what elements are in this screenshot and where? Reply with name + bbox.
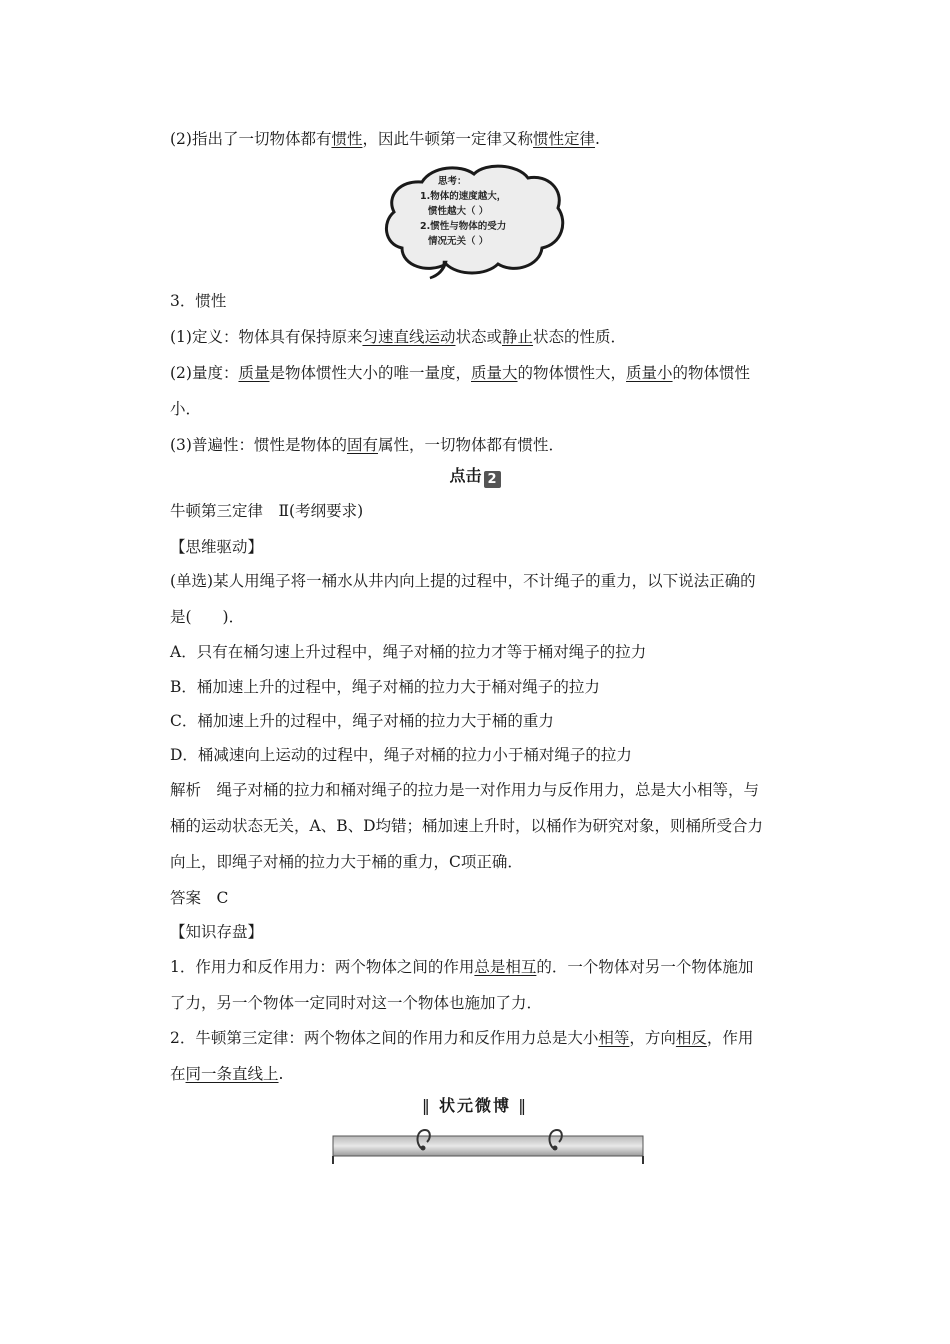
divider-bars-icon: ‖: [421, 1096, 439, 1115]
weibo-heading: ‖ 状元微博 ‖: [421, 1096, 529, 1115]
analysis-line-3: 向上，即绳子对桶的拉力大于桶的重力，C项正确．: [170, 853, 523, 871]
blank-intrinsic: 固有: [346, 436, 378, 454]
line-measure: (2)量度：质量是物体惯性大小的唯一量度，质量大的物体惯性大，质量小的物体惯性: [170, 364, 751, 382]
question-line-2: 是( )．: [170, 608, 245, 626]
notebook-banner-icon: [331, 1128, 645, 1164]
option-b: B．桶加速上升的过程中，绳子对桶的拉力大于桶对绳子的拉力: [170, 678, 600, 696]
knowledge-2-line-1: 2．牛顿第三定律：两个物体之间的作用力和反作用力总是大小相等，方向相反，作用: [170, 1029, 754, 1047]
click-number-badge: 2: [484, 471, 501, 488]
answer-line: 答案 C: [170, 889, 229, 907]
blank-equal: 相等: [598, 1029, 630, 1047]
cloud-title: 思考：: [438, 176, 467, 187]
knowledge-store-heading: 【知识存盘】: [170, 923, 264, 941]
knowledge-1-line-1: 1．作用力和反作用力：两个物体之间的作用总是相互的．一个物体对另一个物体施加: [170, 958, 754, 976]
blank-mass: 质量: [238, 364, 270, 382]
third-law-title: 牛顿第三定律 Ⅱ(考纲要求): [170, 502, 364, 520]
cloud-q1b: 惯性越大（ ）: [428, 206, 489, 217]
blank-mass-large: 质量大: [471, 364, 518, 382]
line-measure-cont: 小．: [170, 400, 202, 418]
blank-uniform-motion: 匀速直线运动: [362, 328, 456, 346]
click-heading: 点击 2: [0, 465, 950, 488]
cloud-q1a: 1.物体的速度越大，: [420, 191, 507, 202]
analysis-line-2: 桶的运动状态无关，A、B、D均错；桶加速上升时，以桶作为研究对象，则桶所受合力: [170, 817, 764, 835]
line-definition: (1)定义：物体具有保持原来匀速直线运动状态或静止状态的性质．: [170, 328, 627, 346]
line-universal: (3)普遍性：惯性是物体的固有属性，一切物体都有惯性．: [170, 436, 564, 454]
option-d: D．桶减速向上运动的过程中，绳子对桶的拉力小于桶对绳子的拉力: [170, 746, 632, 764]
blank-inertia-law: 惯性定律: [533, 130, 596, 148]
thought-cloud-text: [420, 174, 550, 249]
blank-mass-small: 质量小: [626, 364, 673, 382]
cloud-q2a: 2.惯性与物体的受力: [420, 221, 507, 232]
option-a: A．只有在桶匀速上升过程中，绳子对桶的拉力才等于桶对绳子的拉力: [170, 643, 647, 661]
blank-rest: 静止: [502, 328, 534, 346]
divider-bars-icon: ‖: [511, 1096, 529, 1115]
option-c: C．桶加速上升的过程中，绳子对桶的拉力大于桶的重力: [170, 712, 554, 730]
knowledge-2-line-2: 在同一条直线上.: [170, 1065, 284, 1083]
cloud-q2b: 情况无关（ ）: [428, 236, 489, 247]
thinking-drive-heading: 【思维驱动】: [170, 538, 264, 556]
line-inertia-law: (2)指出了一切物体都有惯性，因此牛顿第一定律又称惯性定律.: [170, 130, 600, 148]
blank-opposite: 相反: [675, 1029, 707, 1047]
blank-same-line: 同一条直线上: [185, 1065, 279, 1083]
question-line-1: (单选)某人用绳子将一桶水从井内向上提的过程中，不计绳子的重力，以下说法正确的: [170, 572, 756, 590]
section-inertia-title: 3．惯性: [170, 292, 227, 310]
blank-mutual: 总是相互: [474, 958, 537, 976]
blank-inertia: 惯性: [331, 130, 363, 148]
analysis-line-1: 解析 绳子对桶的拉力和桶对绳子的拉力是一对作用力与反作用力，总是大小相等，与: [170, 781, 760, 799]
knowledge-1-line-2: 了力，另一个物体一定同时对这一个物体也施加了力．: [170, 994, 543, 1012]
